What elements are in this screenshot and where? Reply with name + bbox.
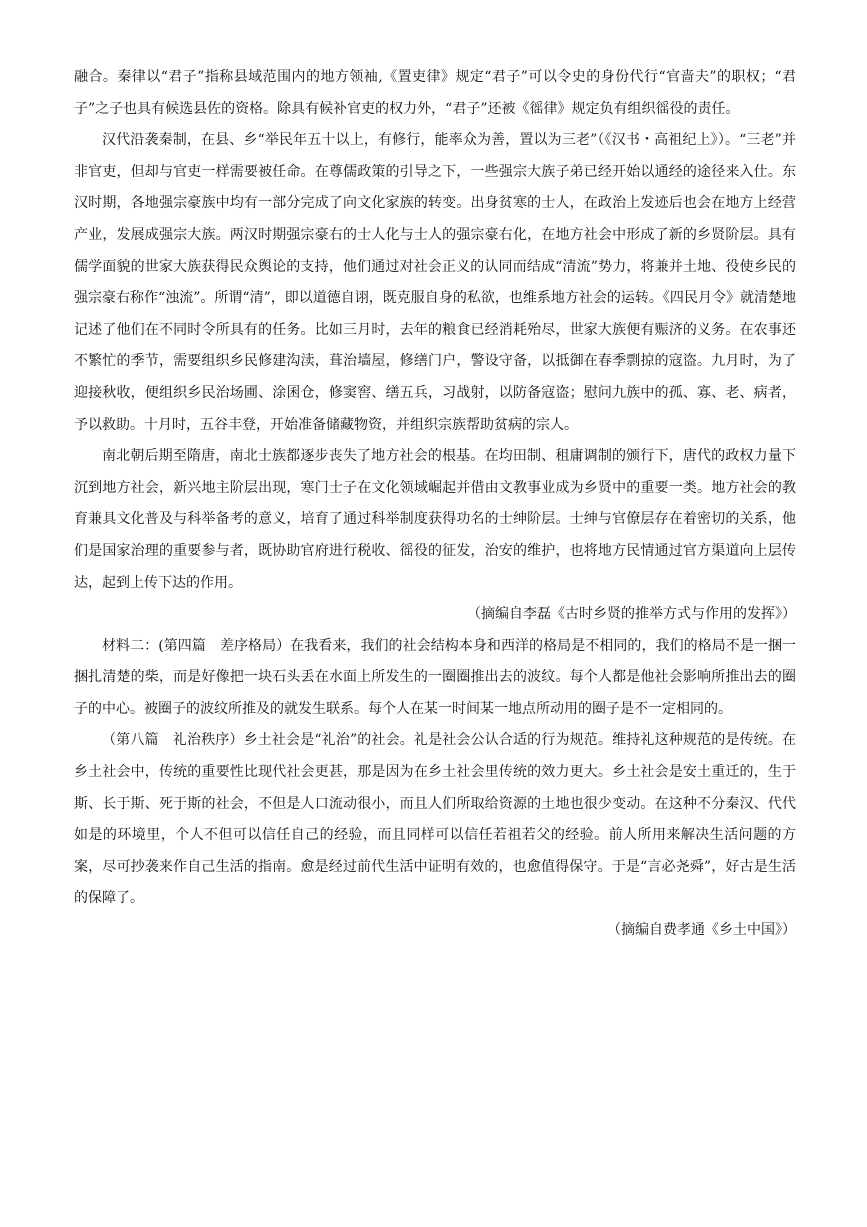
source-citation-li-lei: （摘编自李磊《古时乡贤的推举方式与作用的发挥》） bbox=[467, 606, 796, 623]
paragraph-nanbeichao-suitang: 南北朝后期至隋唐，南北士族都逐步丧失了地方社会的根基。在均田制、租庸调制的颁行下，唐代的政权力量下沉到地方社会，新兴地主阶层出现，寒门士子在文化领域崛起并借由文教事业成为乡贤中的重要一类。地方社会的教育兼具文化普及与科举备考的意义，培育了通过科举制度获得功名的士绅阶层。士绅与官僚层存在着密切的关系，他们是国家治理的重要参与者，既协助官府进行税收、徭役的征发，治安的维护，也将地方民情通过官方渠道向上层传达，起到上传下达的作用。 bbox=[74, 448, 796, 591]
paragraph-han-sanlao: 汉代沿袭秦制，在县、乡“举民年五十以上，有修行，能率众为善，置以为三老”（《汉书・高祖纪上》）。“三老”并非官吏，但却与官吏一样需要被任命。在尊儒政策的引导之下，一些强宗大族子弟已经开始以通经的途径来入仕。东汉时期，各地强宗豪族中均有一部分完成了向文化家族的转变。出身贫寒的士人，在政治上发迹后也会在地方上经营产业，发展成强宗大族。两汉时期强宗豪右的士人化与士人的强宗豪右化，在地方社会中形成了新的乡贤阶层。具有儒学面貌的世家大族获得民众舆论的支持，他们通过对社会正义的认同而结成“清流”势力，将兼并土地、役使乡民的强宗豪右称作“浊流”。所谓“清”，即以道德自诩，既克服自身的私欲，也维系地方社会的运转。《四民月令》就清楚地记述了他们在不同时令所具有的任务。比如三月时，去年的粮食已经消耗殆尽，世家大族便有赈济的义务。在农事还不繁忙的季节，需要组织乡民修建沟渎，葺治墙屋，修缮门户，警设守备，以抵御在春季剽掠的寇盗。九月时，为了迎接秋收，便组织乡民治场圃、涂囷仓，修窦窖、缮五兵，习战射，以防备寇盗；慰问九族中的孤、寡、老、病者，予以救助。十月时，五谷丰登，开始准备储藏物资，并组织宗族帮助贫病的宗人。 bbox=[74, 132, 796, 433]
paragraph-qin-junzi: 融合。秦律以“君子”指称县域范围内的地方领袖,《置吏律》规定“君子”可以令史的身份代行“官啬夫”的职权；“君子”之子也具有候选县佐的资格。除具有候补官吏的权力外，“君子”还被《徭律》规定负有组织徭役的责任。 bbox=[74, 69, 796, 117]
document-page bbox=[74, 62, 796, 1087]
blank-page-area bbox=[74, 947, 796, 1087]
paragraph-material-two-chaxu: 材料二：(第四篇 差序格局）在我看来，我们的社会结构本身和西洋的格局是不相同的，我们的格局不是一捆一捆扎清楚的柴，而是好像把一块石头丢在水面上所发生的一圈圈推出去的波纹。每个人都是他社会影响所推出去的圈子的中心。被圈子的波纹所推及的就发生联系。每个人在某一时间某一地点所动用的圈子是不一定相同的。 bbox=[74, 637, 796, 717]
paragraph-lizhi-zhixu: （第八篇 礼治秩序）乡土社会是“礼治”的社会。礼是社会公认合适的行为规范。维持礼这种规范的是传统。在乡土社会中，传统的重要性比现代社会更甚，那是因为在乡土社会里传统的效力更大。乡土社会是安土重迁的，生于斯、长于斯、死于斯的社会，不但是人口流动很小，而且人们所取给资源的土地也很少变动。在这种不分秦汉、代代如是的环境里，个人不但可以信任自己的经验，而且同样可以信任若祖若父的经验。前人所用来解决生活问题的方案，尽可抄袭来作自己生活的指南。愈是经过前代生活中证明有效的，也愈值得保守。于是“言必尧舜”，好古是生活的保障了。 bbox=[74, 732, 796, 907]
source-citation-fei-xiaotong: （摘编自费孝通《乡土中国》） bbox=[607, 922, 796, 939]
